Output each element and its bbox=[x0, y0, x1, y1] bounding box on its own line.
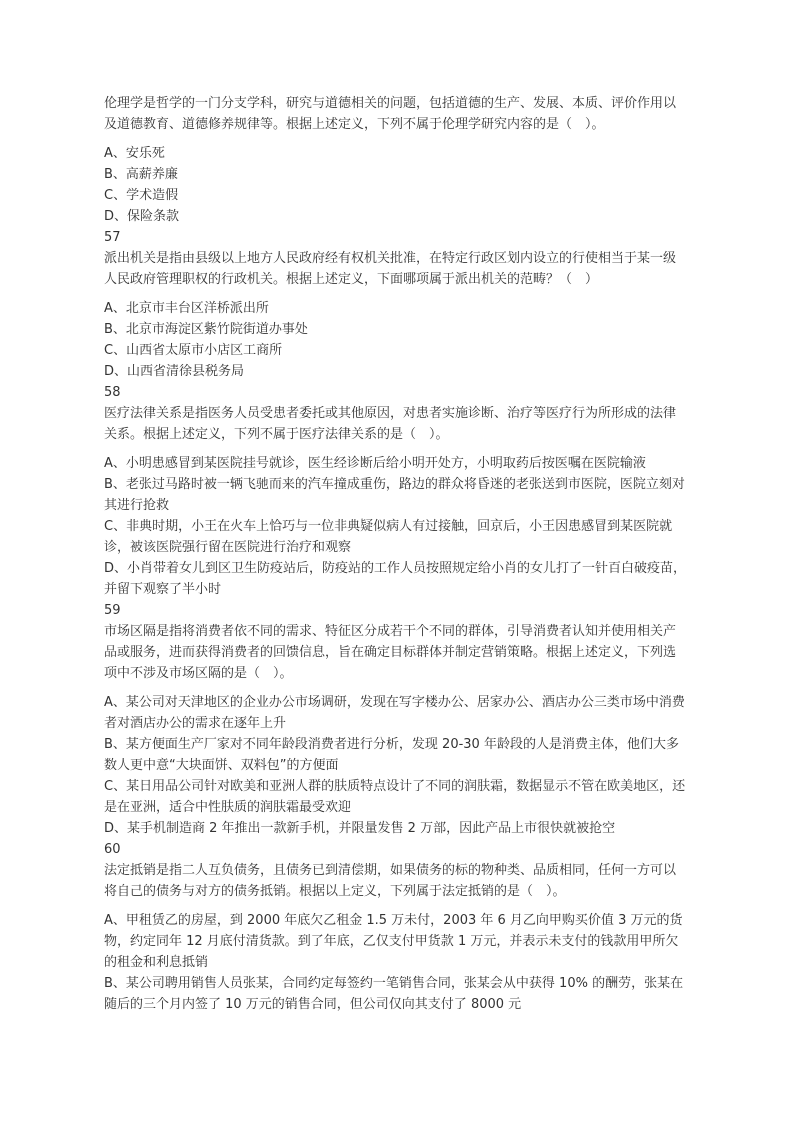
option-d: D、某手机制造商 2 年推出一款新手机，并限量发售 2 万部，因此产品上市很快就被抢空 bbox=[104, 821, 616, 836]
option-b: B、北京市海淀区紫竹院街道办事处 bbox=[104, 322, 308, 337]
question-number: 59 bbox=[104, 603, 121, 618]
question-59 bbox=[104, 600, 688, 839]
option-a: A、甲租赁乙的房屋，到 2000 年底欠乙租金 1.5 万未付，2003 年 6 月乙向甲购买价值 3 万元的货物，约定同年 12 月底付清货款。到了年底，乙仅支付甲货款 1 万元，并表示未支付的钱款用甲所欠的租金和利息抵销 bbox=[104, 913, 683, 970]
option-c: C、非典时期，小王在火车上恰巧与一位非典疑似病人有过接触，回京后，小王因患感冒到某医院就诊，被该医院强行留在医院进行治疗和观察 bbox=[104, 519, 673, 555]
question-number: 60 bbox=[104, 842, 121, 857]
option-c: C、山西省太原市小店区工商所 bbox=[104, 343, 283, 358]
option-b: B、某方便面生产厂家对不同年龄段消费者进行分析，发现 20-30 年龄段的人是消费主体，他们大多数人更中意“大块面饼、双料包”的方便面 bbox=[104, 737, 679, 773]
question-60 bbox=[104, 839, 688, 1015]
question-57 bbox=[104, 227, 688, 382]
question-stem: 市场区隔是指将消费者依不同的需求、特征区分成若干个不同的群体，引导消费者认知并使用相关产品或服务，进而获得消费者的回馈信息，旨在确定目标群体并制定营销策略。根据上述定义，下列选项中不涉及市场区隔的是（ ）。 bbox=[104, 624, 677, 681]
option-list bbox=[104, 692, 688, 839]
option-list bbox=[104, 143, 688, 227]
option-c: C、某日用品公司针对欧美和亚洲人群的肤质特点设计了不同的润肤霜，数据显示不管在欧美地区，还是在亚洲，适合中性肤质的润肤霜最受欢迎 bbox=[104, 779, 686, 815]
option-a: A、某公司对天津地区的企业办公市场调研，发现在写字楼办公、居家办公、酒店办公三类市场中消费者对酒店办公的需求在逐年上升 bbox=[104, 695, 685, 731]
option-list bbox=[104, 298, 688, 382]
option-a: A、北京市丰台区洋桥派出所 bbox=[104, 301, 269, 316]
question-56 bbox=[104, 93, 688, 227]
option-d: D、保险条款 bbox=[104, 209, 180, 224]
option-list bbox=[104, 910, 688, 1015]
option-c: C、学术造假 bbox=[104, 188, 179, 203]
question-58 bbox=[104, 382, 688, 600]
exam-page bbox=[104, 93, 688, 1015]
question-stem: 医疗法律关系是指医务人员受患者委托或其他原因，对患者实施诊断、治疗等医疗行为所形成的法律关系。根据上述定义，下列不属于医疗法律关系的是（ ）。 bbox=[104, 406, 677, 442]
option-list bbox=[104, 453, 688, 600]
option-a: A、安乐死 bbox=[104, 146, 165, 161]
option-a: A、小明患感冒到某医院挂号就诊，医生经诊断后给小明开处方，小明取药后按医嘱在医院输液 bbox=[104, 456, 646, 471]
option-b: B、某公司聘用销售人员张某，合同约定每签约一笔销售合同，张某会从中获得 10% 的酬劳，张某在随后的三个月内签了 10 万元的销售合同，但公司仅向其支付了 8000 元 bbox=[104, 976, 684, 1012]
option-d: D、山西省清徐县税务局 bbox=[104, 364, 245, 379]
question-stem: 派出机关是指由县级以上地方人民政府经有权机关批准，在特定行政区划内设立的行使相当于某一级人民政府管理职权的行政机关。根据上述定义，下面哪项属于派出机关的范畴？（ ） bbox=[104, 251, 677, 287]
question-number: 57 bbox=[104, 230, 121, 245]
option-b: B、老张过马路时被一辆飞驰而来的汽车撞成重伤，路边的群众将昏迷的老张送到市医院，医院立刻对其进行抢救 bbox=[104, 477, 685, 513]
question-stem: 伦理学是哲学的一门分支学科，研究与道德相关的问题，包括道德的生产、发展、本质、评价作用以及道德教育、道德修养规律等。根据上述定义，下列不属于伦理学研究内容的是（ ）。 bbox=[104, 96, 677, 132]
option-b: B、高薪养廉 bbox=[104, 167, 178, 182]
option-d: D、小肖带着女儿到区卫生防疫站后，防疫站的工作人员按照规定给小肖的女儿打了一针百白破疫苗，并留下观察了半小时 bbox=[104, 561, 687, 597]
question-number: 58 bbox=[104, 385, 121, 400]
question-stem: 法定抵销是指二人互负债务，且债务已到清偿期，如果债务的标的物种类、品质相同，任何一方可以将自己的债务与对方的债务抵销。根据以上定义，下列属于法定抵销的是（ ）。 bbox=[104, 863, 677, 899]
